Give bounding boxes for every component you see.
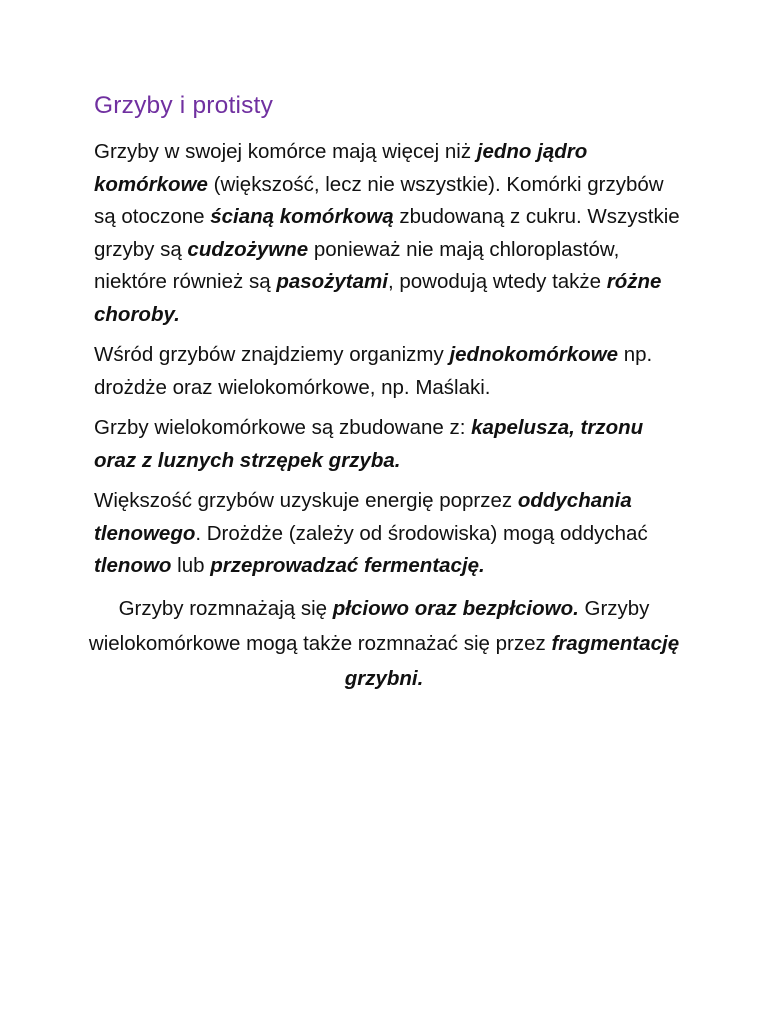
paragraph-text: . Drożdże (zależy od środowiska) mogą oddychać (195, 521, 648, 545)
emphasized-text: cudzożywne (187, 237, 309, 261)
paragraph-text: zbudowaną z cukru. Wszystkie grzyby są (94, 205, 680, 261)
emphasized-text: pasożytami (276, 270, 388, 293)
paragraph-text: Grzby wielokomórkowe są zbudowane z: (94, 416, 472, 439)
emphasized-text: kapelusza, trzonu oraz z luznych strzępek grzyba. (94, 416, 644, 472)
paragraph (84, 591, 684, 696)
emphasized-text: oddychania tlenowego (94, 489, 632, 545)
document-page (88, 88, 684, 704)
paragraph (94, 339, 684, 404)
emphasized-text: fragmentację grzybni. (344, 631, 680, 690)
emphasized-text: płciowo oraz bezpłciowo. (332, 596, 579, 620)
emphasized-text: tlenowo (94, 554, 172, 577)
document-body (88, 136, 684, 696)
emphasized-text: jednokomórkowe (449, 343, 619, 366)
paragraph (94, 412, 684, 477)
paragraph-text: Grzyby wielokomórkowe mogą także rozmnażać się przez (88, 596, 650, 655)
emphasized-text: różne choroby. (94, 270, 662, 326)
paragraph-text: (większość, lecz nie wszystkie). Komórki grzybów są otoczone (94, 172, 664, 228)
emphasized-text: ścianą komórkową (210, 205, 394, 228)
emphasized-text: jedno jądro komórkowe (94, 140, 588, 196)
paragraph (94, 485, 684, 583)
document-title: Grzyby i protisty (94, 92, 274, 119)
paragraph-text: , powodują wtedy także (387, 270, 607, 293)
paragraph-text: Grzyby w swojej komórce mają więcej niż (94, 140, 477, 163)
paragraph-text: Wśród grzybów znajdziemy organizmy (94, 343, 450, 366)
paragraph-text: Grzyby rozmnażają się (118, 596, 333, 620)
paragraph-text: lub (171, 554, 211, 577)
paragraph-text: ponieważ nie mają chloroplastów, niektóre również są (94, 237, 620, 293)
paragraph-text: np. drożdże oraz wielokomórkowe, np. Maślaki. (94, 343, 653, 399)
paragraph-text: Większość grzybów uzyskuje energię poprzez (94, 489, 518, 512)
paragraph (94, 136, 684, 331)
emphasized-text: przeprowadzać fermentację. (210, 554, 485, 577)
